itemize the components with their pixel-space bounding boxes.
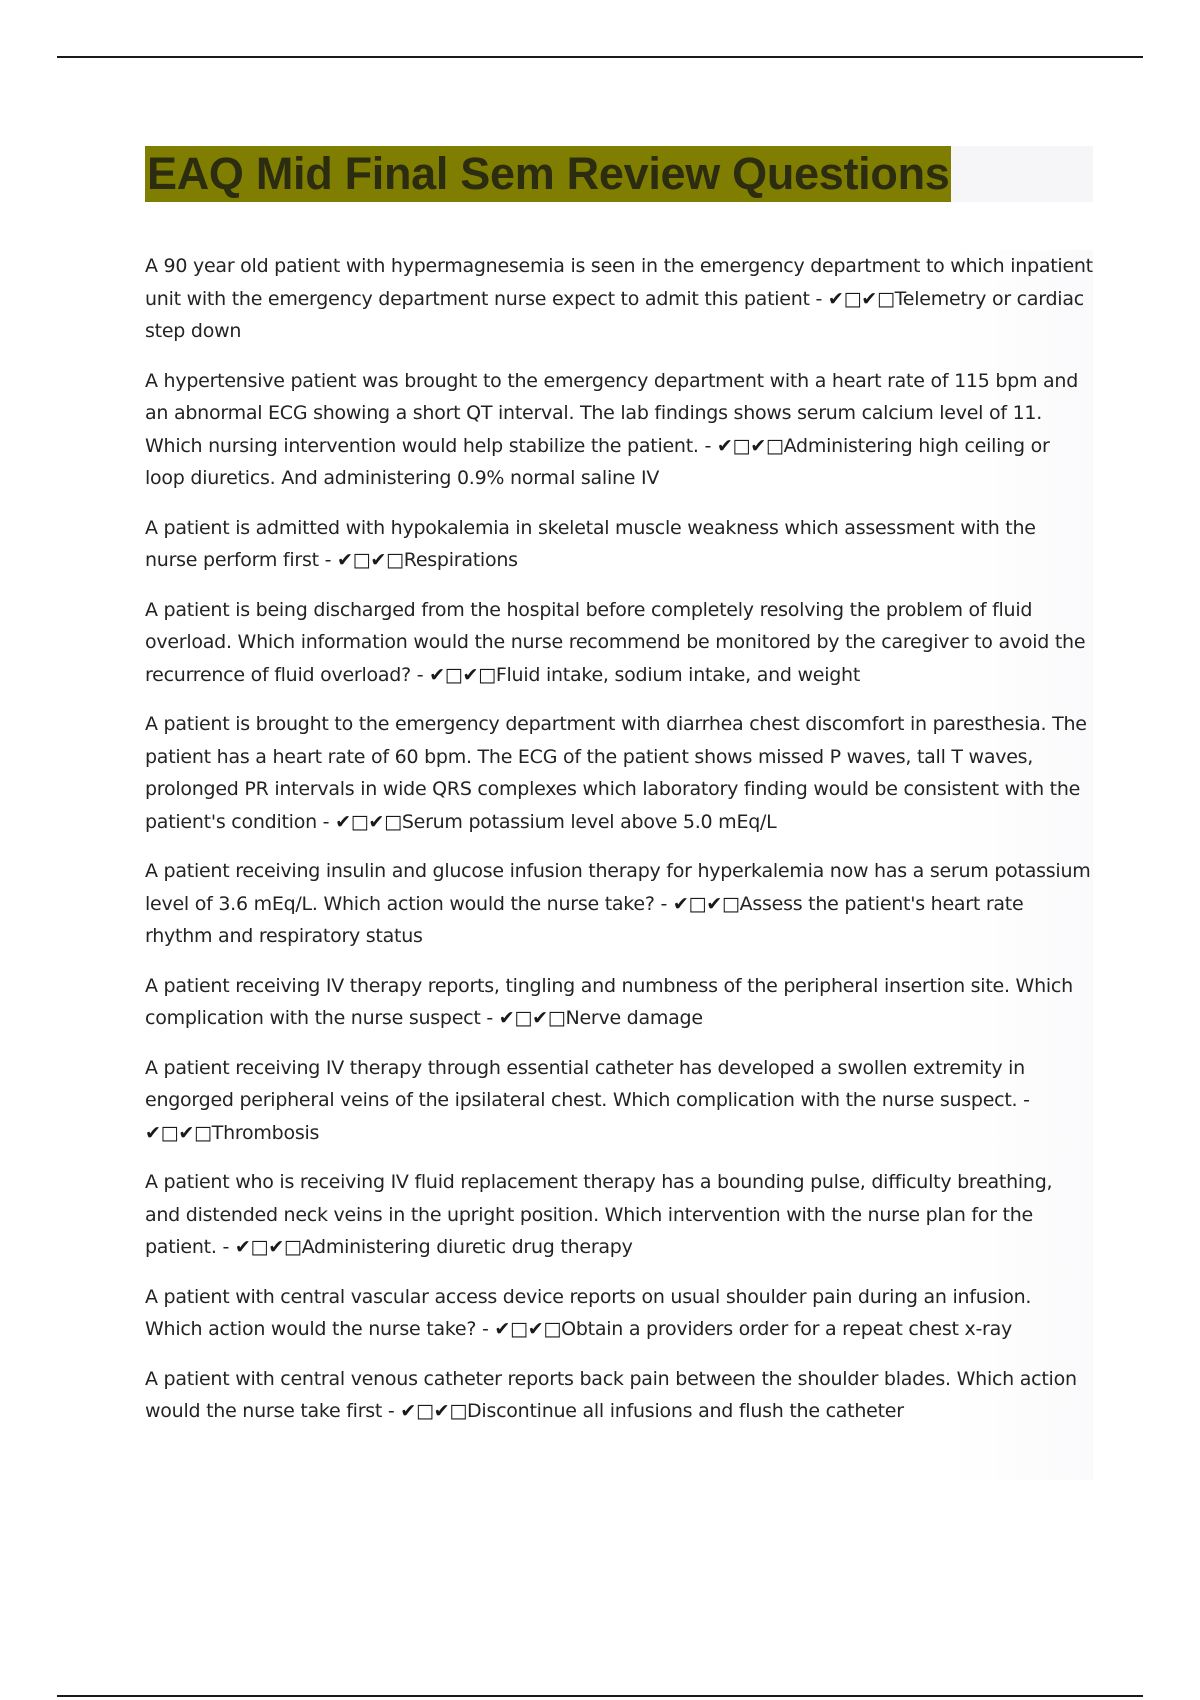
bottom-rule [57, 1695, 1143, 1697]
qa-item-10 [145, 1281, 1093, 1346]
question-text: A 90 year old patient with hypermagnesemia is seen in the emergency department to which inpatient unit with the emergency department nurse expect to admit this patient [145, 255, 1093, 310]
answer-text: Thrombosis [211, 1121, 320, 1144]
separator: - [318, 549, 337, 571]
qa-item-4 [145, 594, 1093, 692]
qa-item-2 [145, 365, 1093, 495]
answer-marker: ✔□✔□ [337, 549, 404, 571]
answer-marker: ✔□✔□ [494, 1318, 562, 1340]
answer-marker: ✔□✔□ [498, 1007, 566, 1029]
separator: - [809, 287, 828, 310]
document-title: EAQ Mid Final Sem Review Questions [145, 146, 951, 202]
answer-text: Respirations [403, 549, 518, 571]
qa-item-9 [145, 1166, 1093, 1264]
separator: - [410, 663, 430, 686]
answer-text: Serum potassium level above 5.0 mEq/L [401, 810, 777, 833]
title-band [145, 146, 1093, 202]
qa-item-7 [145, 970, 1093, 1035]
answer-text: Telemetry or cardiac step down [145, 287, 1084, 342]
answer-marker: ✔□✔□ [429, 663, 496, 686]
separator: - [698, 434, 717, 457]
answer-text: Administering high ceiling or loop diuretics. And administering 0.9% normal saline IV [145, 434, 1050, 489]
separator: - [1017, 1089, 1030, 1111]
answer-text: Fluid intake, sodium intake, and weight [495, 663, 861, 686]
separator: - [476, 1318, 495, 1340]
separator: - [382, 1400, 401, 1422]
question-text: A patient receiving IV therapy through essential catheter has developed a swollen extremity in engorged peripheral veins of the ipsilateral chest. Which complication with the nurse suspect. [145, 1056, 1025, 1111]
question-text: A patient is admitted with hypokalemia in skeletal muscle weakness which assessment with the nurse perform first [145, 516, 1036, 571]
separator: - [316, 810, 336, 833]
answer-marker: ✔□✔□ [672, 892, 740, 915]
separator: - [480, 1007, 499, 1029]
qa-item-11 [145, 1363, 1093, 1428]
question-text: A patient receiving insulin and glucose infusion therapy for hyperkalemia now has a serum potassium level of 3.6 mEq/L. Which action would the nurse take? [145, 860, 1091, 915]
answer-text: Administering diuretic drug therapy [301, 1236, 633, 1258]
answer-marker: ✔□✔□ [827, 287, 895, 310]
answer-marker: ✔□✔□ [234, 1236, 302, 1258]
qa-item-1 [145, 250, 1093, 348]
qa-item-3 [145, 512, 1093, 577]
question-text: A patient with central venous catheter reports back pain between the shoulder blades. Which action would the nurse take first [145, 1367, 1077, 1422]
answer-marker: ✔□✔□ [716, 434, 784, 457]
answer-marker: ✔□✔□ [145, 1121, 212, 1144]
question-text: A patient who is receiving IV fluid replacement therapy has a bounding pulse, difficulty breathing, and distended neck veins in the upright position. Which intervention with the nurse plan for the patient. [145, 1171, 1053, 1258]
question-text: A patient with central vascular access device reports on usual shoulder pain during an infusion. Which action would the nurse take? [145, 1285, 1032, 1340]
qa-item-5 [145, 708, 1093, 838]
document-body [145, 250, 1093, 1480]
qa-item-6 [145, 855, 1093, 953]
separator: - [654, 892, 673, 915]
question-text: A patient is being discharged from the hospital before completely resolving the problem of fluid overload. Which information would the nurse recommend be monitored by the caregiver to avoid the recurrence of fluid overload? [145, 598, 1086, 686]
qa-item-8 [145, 1052, 1093, 1150]
top-rule [57, 56, 1143, 58]
question-text: A patient is brought to the emergency department with diarrhea chest discomfort in paresthesia. The patient has a heart rate of 60 bpm. The ECG of the patient shows missed P waves, tall T waves, prolonged PR intervals in wide QRS complexes which laboratory finding would be consistent with the patient's condition [145, 713, 1087, 833]
answer-marker: ✔□✔□ [400, 1400, 468, 1422]
answer-text: Obtain a providers order for a repeat chest x-ray [561, 1318, 1013, 1340]
question-text: A patient receiving IV therapy reports, tingling and numbness of the peripheral insertion site. Which complication with the nurse suspect [145, 974, 1073, 1029]
separator: - [216, 1236, 235, 1258]
answer-marker: ✔□✔□ [335, 810, 402, 833]
answer-text: Nerve damage [565, 1007, 703, 1029]
answer-text: Discontinue all infusions and flush the catheter [467, 1400, 904, 1422]
answer-text: Assess the patient's heart rate rhythm and respiratory status [145, 892, 1024, 947]
question-text: A hypertensive patient was brought to the emergency department with a heart rate of 115 bpm and an abnormal ECG showing a short QT interval. The lab findings shows serum calcium level of 11. Which nursing intervention would help stabilize the patient. [145, 369, 1079, 457]
